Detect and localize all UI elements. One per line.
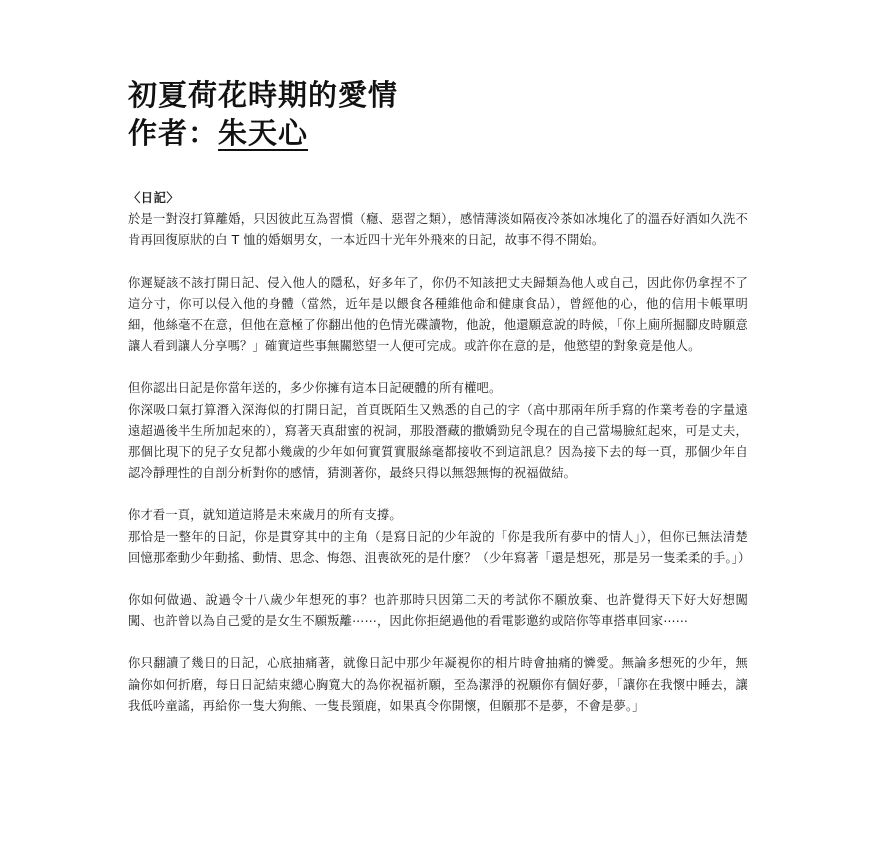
section-label: 〈日記〉 [128,191,180,205]
author-name: 朱天心 [218,116,309,150]
author-line [128,114,748,152]
paragraph-gap [128,252,748,273]
paragraph: 你遲疑該不該打開日記、侵入他人的隱私，好多年了，你仍不知該把丈夫歸類為他人或自己，因此你仍拿捏不了這分寸，你可以侵入他的身體（當然，近年是以餵食各種維他命和健康食品），曾經他的心，他的信用卡帳單明細，他絲毫不在意，但他在意極了你翻出他的色情光碟讀物，他說，他還願意說的時候，「你上廁所掘腳皮時願意讓人看到讓人分享嗎？」確實這些事無關慾望一人便可完成。或許你在意的是，他慾望的對象竟是他人。 [128,275,748,354]
paragraph: 你深吸口氣打算潛入深海似的打開日記，首頁既陌生又熟悉的自己的字（高中那兩年所手寫的作業考卷的字量遠遠超過後半生所加起來的），寫著天真甜蜜的祝詞，那股潛藏的撒嬌勁兒令現在的自己當場臉紅起來，可是丈夫，那個比現下的兒子女兒都小幾歲的少年如何實質實服絲毫都接收不到這訊息？因為接下去的每一頁，那個少年自認冷靜理性的自剖分析對你的感情，猜測著你，最終只得以無怨無悔的祝福做結。 [128,402,748,481]
paragraph-gap [128,632,748,653]
paragraph-gap [128,484,748,505]
paragraph: 你才看一頁，就知道這將是未來歲月的所有支撐。 [128,508,402,523]
story-body [128,188,751,717]
paragraph: 你如何做過、說過令十八歲少年想死的事？也許那時只因第二天的考試你不願放棄、也許覺得天下好大好想闖闖、也許曾以為自己愛的是女生不願叛離⋯⋯，因此你拒絕過他的看電影邀約或陪你等車搭車回家⋯⋯ [128,593,748,629]
story-title: 初夏荷花時期的愛情 [128,78,399,112]
paragraph: 你只翻讀了幾日的日記，心底抽痛著，就像日記中那少年凝視你的相片時會抽痛的憐愛。無論多想死的少年，無論你如何折磨，每日日記結束總心胸寬大的為你祝福祈願，至為潔淨的祝願你有個好夢，「讓你在我懷中睡去，讓我低吟童謠，再給你一隻大狗熊、一隻長頸鹿，如果真令你開懷，但願那不是夢，不會是夢。」 [128,656,748,713]
paragraph: 那恰是一整年的日記，你是貫穿其中的主角（是寫日記的少年說的「你是我所有夢中的情人」），但你已無法清楚回憶那牽動少年動搖、動情、思念、悔怨、沮喪欲死的是什麼？（少年寫著「還是想死，那是另一隻柔柔的手。」） [128,529,751,565]
paragraph-gap [128,569,748,590]
title-block [128,76,748,152]
paragraph: 但你認出日記是你當年送的，多少你擁有這本日記硬體的所有權吧。 [128,381,502,396]
paragraph-gap [128,357,748,378]
paragraph: 於是一對沒打算離婚，只因彼此互為習慣（癮、惡習之類），感情薄淡如隔夜冷茶如冰塊化了的溫吞好酒如久洗不肯再回復原狀的白 T 恤的婚姻男女，一本近四十光年外飛來的日記，故事不得不開始。 [128,212,748,248]
author-label: 作者： [128,116,219,150]
